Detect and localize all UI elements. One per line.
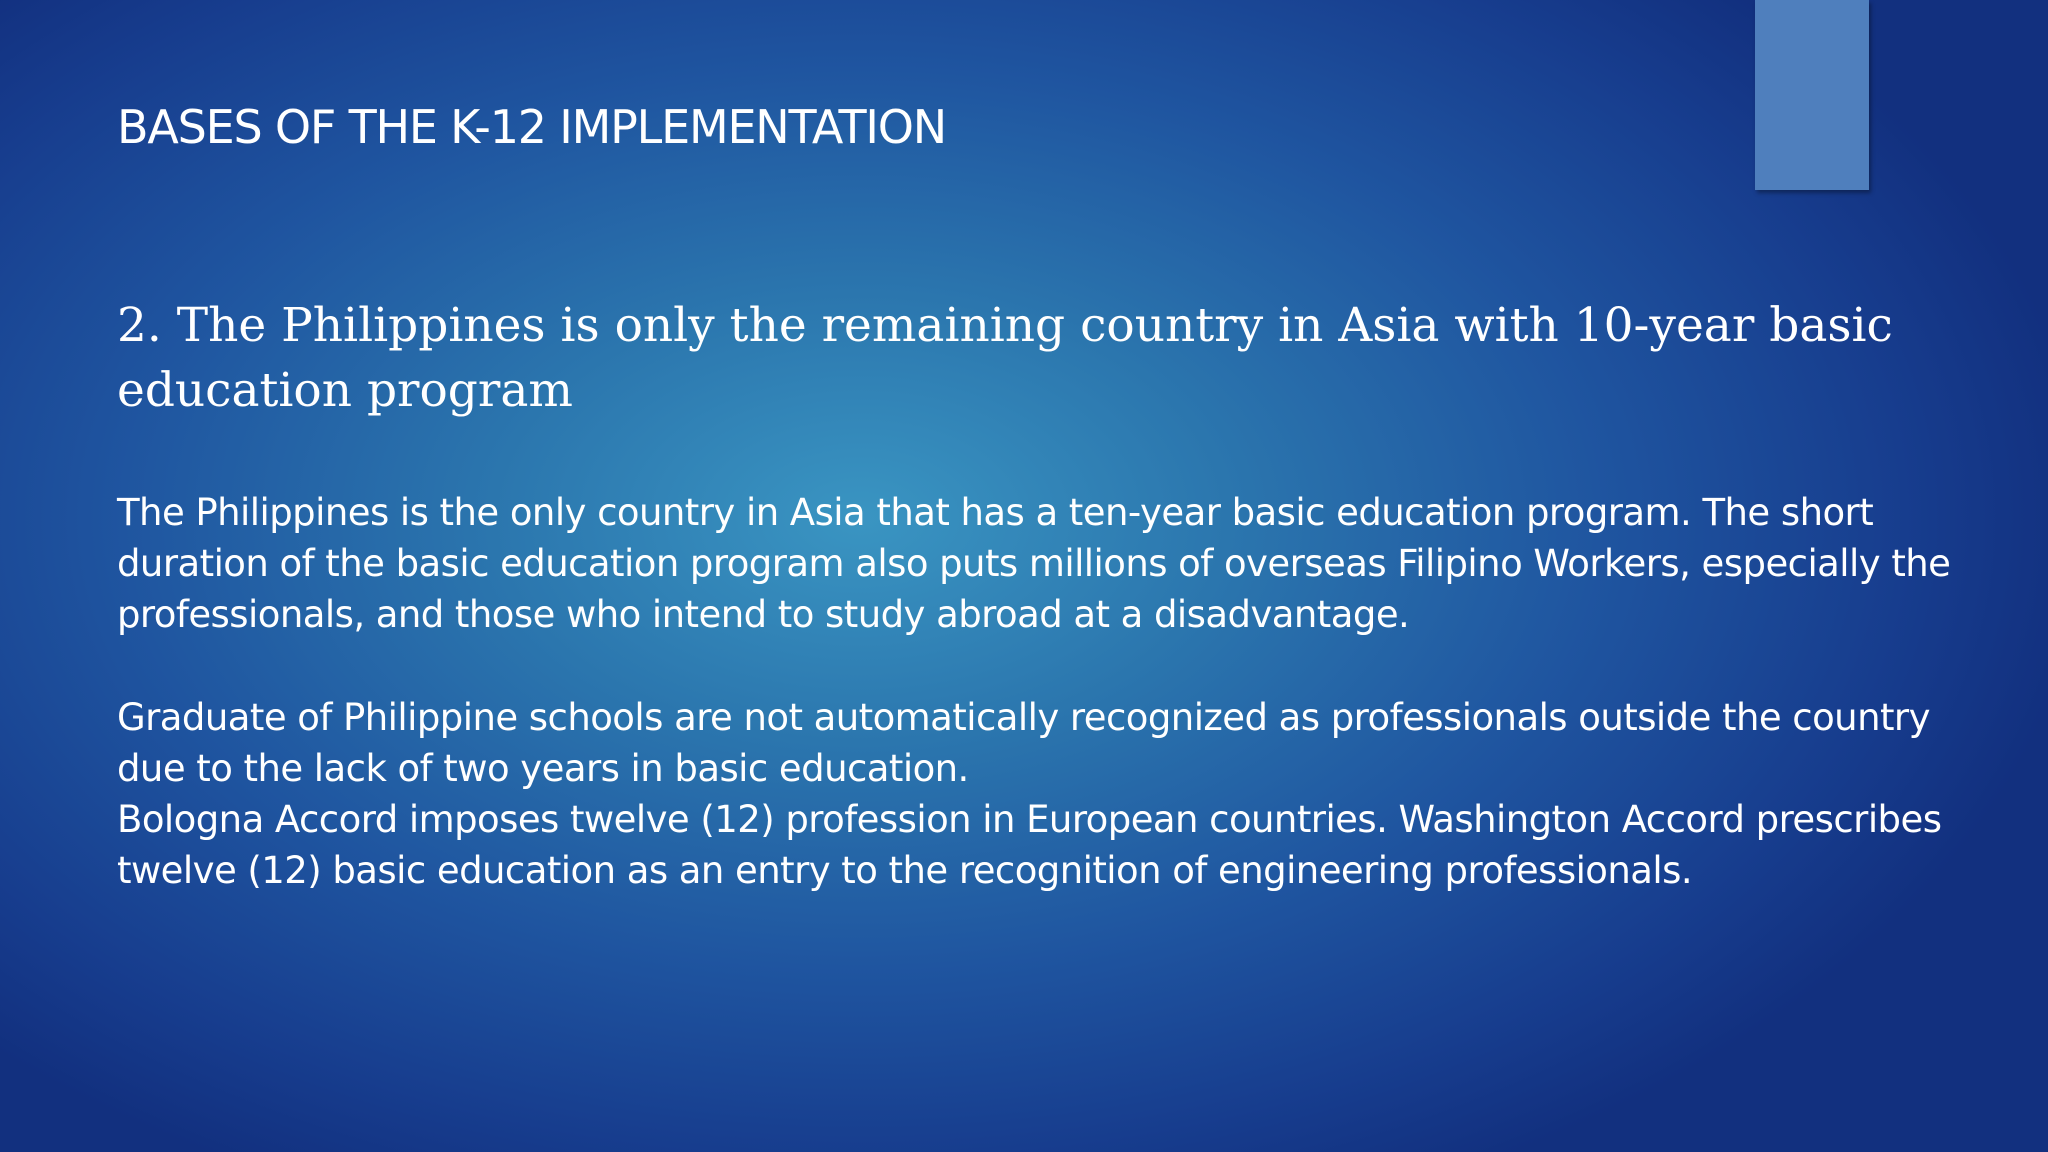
body-paragraph: Bologna Accord imposes twelve (12) profession in European countries. Washington Accord prescribes twelve (12) basic education as an entry to the recognition of engineering professionals.	[117, 798, 1942, 892]
body-paragraph: Graduate of Philippine schools are not automatically recognized as professionals outside the country due to the lack of two years in basic education.	[117, 696, 1930, 790]
body-paragraph-group	[117, 692, 1957, 896]
body-paragraph: The Philippines is the only country in Asia that has a ten-year basic education program. The short duration of the basic education program also puts millions of overseas Filipino Workers, especially the professionals, and those who intend to study abroad at a disadvantage.	[117, 491, 1951, 636]
slide-title: BASES OF THE K-12 IMPLEMENTATION	[117, 100, 947, 154]
accent-bar	[1755, 0, 1869, 190]
slide-heading: 2. The Philippines is only the remaining country in Asia with 10-year basic education program	[117, 298, 1893, 418]
